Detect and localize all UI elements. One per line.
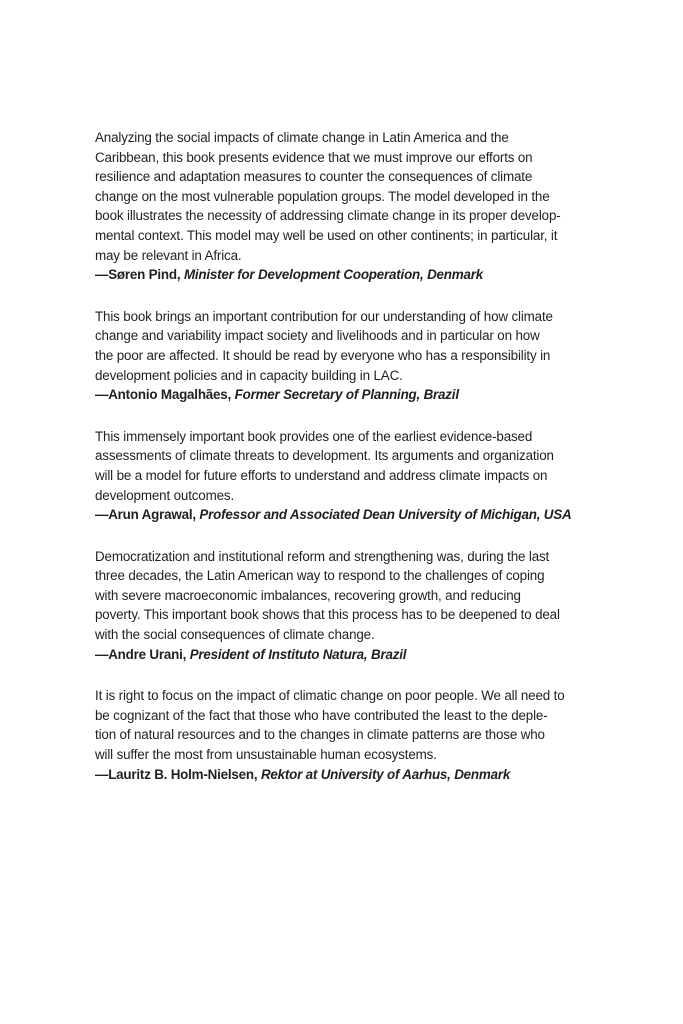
endorsement-urani [95,547,610,665]
endorsement-quote: Democratization and institutional reform and strengthening was, during the last three decades, the Latin American way to respond to the challenges of coping with severe macroeconomic imbalances, recovering growth, and reducing poverty. This important book shows that this process has to be deepened to deal with the social consequences of climate change. [95,548,560,643]
endorsement-author: —Arun Agrawal, [95,507,196,523]
endorsement-attribution [95,645,610,665]
endorsement-attribution [95,385,610,405]
endorsement-holm-nielsen [95,686,610,784]
endorsement-author: —Søren Pind, [95,267,181,283]
endorsement-author-title: Rektor at University of Aarhus, Denmark [260,766,511,782]
endorsement-agrawal [95,427,610,525]
back-cover-endorsements [95,128,610,806]
endorsement-quote: It is right to focus on the impact of climatic change on poor people. We all need to be cognizant of the fact that those who have contributed the least to the deple- tion of natural resources and to the changes in climate patterns are those who will suffer the most from unsustainable human ecosystems. [95,688,565,763]
endorsement-author-title: Former Secretary of Planning, Brazil [234,387,459,403]
endorsement-author: —Andre Urani, [95,646,187,662]
endorsement-quote: Analyzing the social impacts of climate change in Latin America and the Caribbean, this book presents evidence that we must improve our efforts on resilience and adaptation measures to counter the consequences of climate change on the most vulnerable population groups. The model developed in the book illustrates the necessity of addressing climate change in its proper develop- mental context. This model may well be used on other continents; in particular, it may be relevant in Africa. [95,130,561,263]
endorsement-quote: This immensely important book provides one of the earliest evidence-based assessments of climate threats to development. Its arguments and organization will be a model for future efforts to understand and address climate impacts on development outcomes. [95,428,554,503]
endorsement-author-title: Minister for Development Cooperation, Denmark [183,267,483,283]
endorsement-author-title: Professor and Associated Dean University of Michigan, USA [199,507,572,523]
endorsement-author-title: President of Instituto Natura, Brazil [189,646,407,662]
endorsement-pind [95,128,610,285]
endorsement-attribution [95,765,610,785]
endorsement-author: —Lauritz B. Holm-Nielsen, [95,766,258,782]
endorsement-quote: This book brings an important contribution for our understanding of how climate change and variability impact society and livelihoods and in particular on how the poor are affected. It should be read by everyone who has a responsibility in development policies and in capacity building in LAC. [95,308,553,383]
endorsement-attribution [95,505,610,525]
endorsement-author: —Antonio Magalhães, [95,387,232,403]
endorsement-attribution [95,265,610,285]
endorsement-magalhaes [95,307,610,405]
